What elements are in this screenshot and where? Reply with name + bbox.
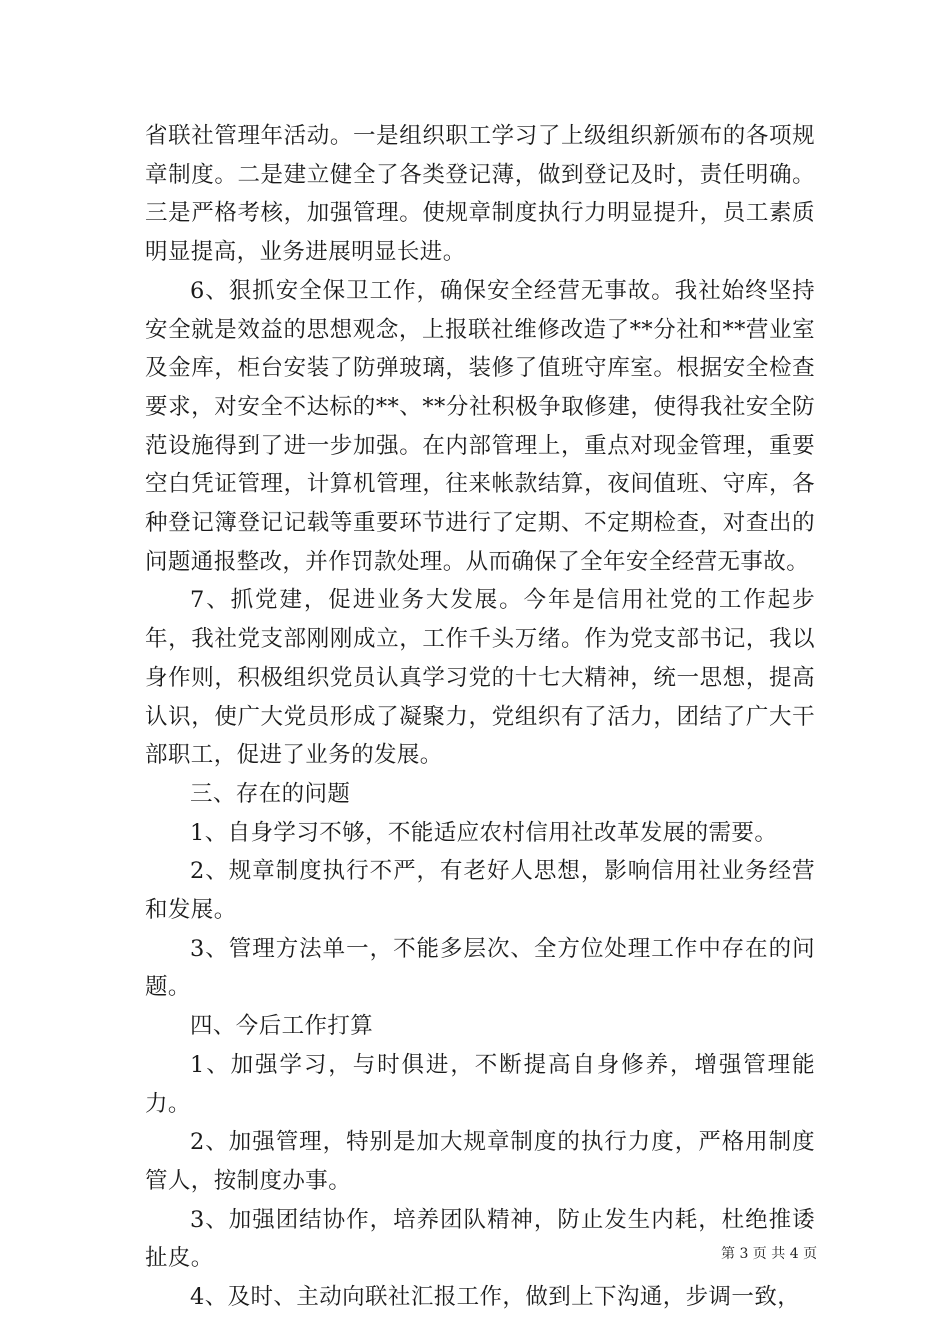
paragraph-continuation: 省联社管理年活动。一是组织职工学习了上级组织新颁布的各项规章制度。二是建立健全了各类登记薄，做到登记及时，责任明确。三是严格考核，加强管理。使规章制度执行力明显提升，员工素质明显提高，业务进展明显长进。 [145, 123, 815, 266]
paragraph-security-work: 6、狠抓安全保卫工作，确保安全经营无事故。我社始终坚持安全就是效益的思想观念，上报联社维修改造了**分社和**营业室及金库，柜台安装了防弹玻璃，装修了值班守库室。根据安全检查要求，对安全不达标的**、**分社积极争取修建，使得我社安全防范设施得到了进一步加强。在内部管理上，重点对现金管理，重要空白凭证管理，计算机管理，往来帐款结算，夜间值班、守库，各种登记簿登记记载等重要环节进行了定期、不定期检查，对查出的问题通报整改，并作罚款处理。从而确保了全年安全经营无事故。 [145, 277, 815, 575]
paragraph-party-building: 7、抓党建，促进业务大发展。今年是信用社党的工作起步年，我社党支部刚刚成立，工作千头万绪。作为党支部书记，我以身作则，积极组织党员认真学习党的十七大精神，统一思想，提高认识，使广大党员形成了凝聚力，党组织有了活力，团结了广大干部职工，促进了业务的发展。 [145, 587, 815, 769]
problem-item-1: 1、自身学习不够，不能适应农村信用社改革发展的需要。 [190, 819, 778, 846]
plan-item-4: 4、及时、主动向联社汇报工作，做到上下沟通，步调一致， [190, 1284, 801, 1311]
document-body [145, 117, 818, 1317]
plan-item-2: 2、加强管理，特别是加大规章制度的执行力度，严格用制度管人，按制度办事。 [145, 1129, 815, 1194]
section-heading-plans: 四、今后工作打算 [190, 1013, 374, 1040]
problem-item-3: 3、管理方法单一，不能多层次、全方位处理工作中存在的问题。 [145, 935, 815, 1001]
plan-item-3: 3、加强团结协作，培养团队精神，防止发生内耗，杜绝推诿扯皮。 [145, 1206, 815, 1272]
page-number: 第 3 页 共 4 页 [721, 1246, 818, 1262]
plan-item-1: 1、加强学习，与时俱进，不断提高自身修养，增强管理能力。 [145, 1051, 815, 1117]
section-heading-problems: 三、存在的问题 [190, 780, 351, 807]
problem-item-2: 2、规章制度执行不严，有老好人思想，影响信用社业务经营和发展。 [145, 858, 815, 924]
